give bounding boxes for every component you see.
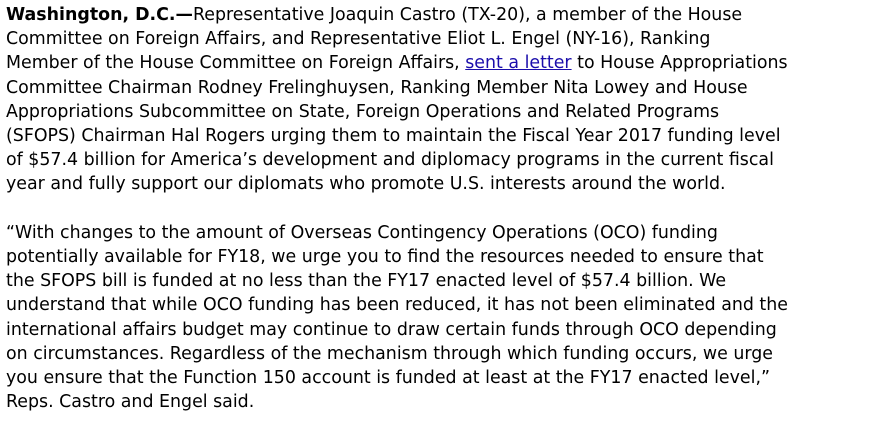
intro-paragraph: [6, 3, 878, 197]
text-line: potentially available for FY18, we urge you to find the resources needed to ensure that: [6, 247, 764, 268]
text-line: on circumstances. Regardless of the mechanism through which funding occurs, we urge: [6, 343, 773, 364]
text-line: year and fully support our diplomats who promote U.S. interests around the world.: [6, 174, 726, 195]
text-line: understand that while OCO funding has been reduced, it has not been eliminated and the: [6, 295, 788, 316]
text-line: the SFOPS bill is funded at no less than the FY17 enacted level of $57.4 billion. We: [6, 271, 727, 292]
text-line: Committee Chairman Rodney Frelinghuysen, Ranking Member Nita Lowey and House: [6, 77, 748, 98]
text-line: [6, 3, 878, 27]
text-line: of $57.4 billion for America’s development and diplomacy programs in the current fiscal: [6, 150, 774, 171]
dateline: Washington, D.C.—: [6, 5, 193, 25]
text-line: Committee on Foreign Affairs, and Representative Eliot L. Engel (NY-16), Ranking: [6, 29, 711, 50]
text-line: “With changes to the amount of Overseas Contingency Operations (OCO) funding: [6, 222, 718, 243]
sent-letter-link[interactable]: sent a letter: [465, 53, 572, 74]
text-segment: Member of the House Committee on Foreign Affairs,: [6, 53, 466, 74]
text-line: international affairs budget may continue to draw certain funds through OCO depending: [6, 319, 777, 340]
text-line: Reps. Castro and Engel said.: [6, 392, 255, 413]
quote-paragraph: [6, 221, 878, 415]
text-segment: to House Appropriations: [571, 53, 788, 74]
text-line: you ensure that the Function 150 account is funded at least at the FY17 enacted level,”: [6, 368, 770, 389]
text-line: [6, 51, 878, 75]
text-line: (SFOPS) Chairman Hal Rogers urging them to maintain the Fiscal Year 2017 funding level: [6, 126, 781, 147]
text-line: Appropriations Subcommittee on State, Foreign Operations and Related Programs: [6, 101, 720, 122]
text-segment: Representative Joaquin Castro (TX-20), a member of the House: [192, 5, 743, 25]
